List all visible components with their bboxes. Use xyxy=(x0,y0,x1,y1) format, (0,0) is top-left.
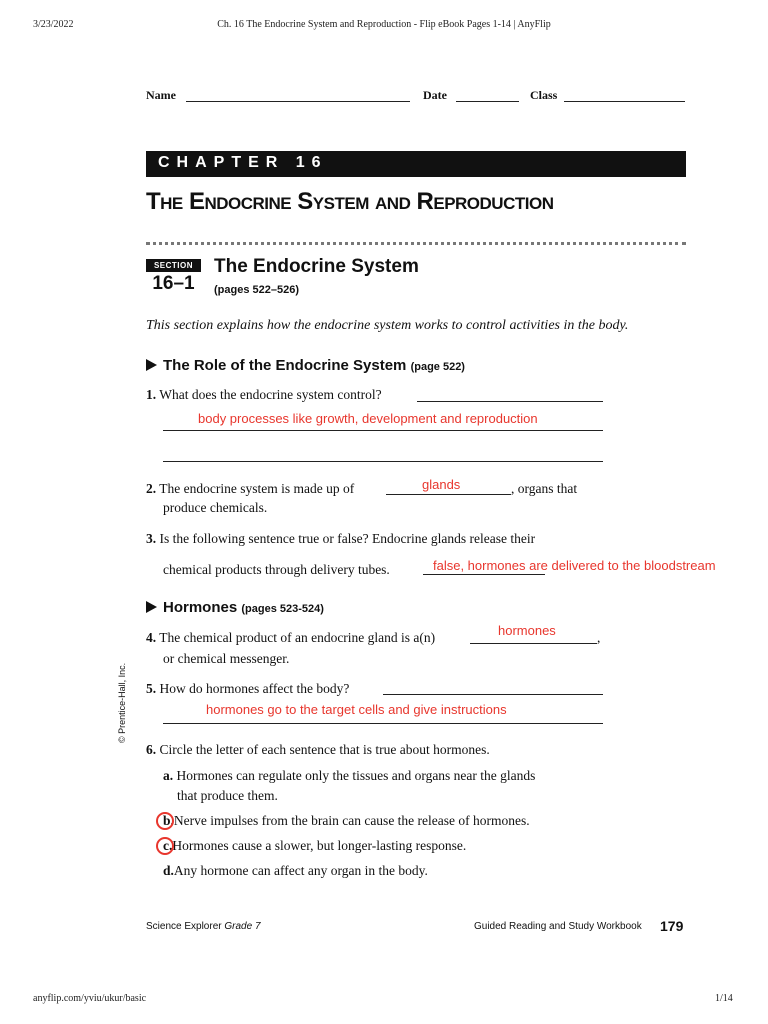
question-6: 6. Circle the letter of each sentence that is true about hormones. xyxy=(146,742,490,757)
q6-option-c[interactable]: c.Hormones cause a slower, but longer-lasting response. xyxy=(163,838,467,853)
q6-option-a: a. Hormones can regulate only the tissues and organs near the glands xyxy=(163,768,536,783)
section-intro: This section explains how the endocrine system works to control activities in the body. xyxy=(146,318,629,333)
print-date: 3/23/2022 xyxy=(33,19,74,30)
triangle-bullet-icon xyxy=(146,601,157,613)
dotted-divider xyxy=(146,242,686,245)
q6-option-a-cont: that produce them. xyxy=(177,788,278,803)
q5-answer: hormones go to the target cells and give instructions xyxy=(206,702,507,717)
q3-answer: false, hormones are delivered to the bloodstream xyxy=(433,558,716,573)
date-label: Date xyxy=(423,88,447,102)
q1-line-1[interactable] xyxy=(417,401,603,402)
answer-circle-b xyxy=(156,812,174,830)
section-badge xyxy=(146,259,201,301)
question-4: 4. The chemical product of an endocrine gland is a(n) xyxy=(146,630,436,645)
date-field[interactable] xyxy=(456,101,519,102)
q4-line[interactable] xyxy=(470,643,597,644)
q6-option-b[interactable]: b.Nerve impulses from the brain can cause the release of hormones. xyxy=(163,813,530,828)
chapter-banner xyxy=(146,151,686,177)
q3-line[interactable] xyxy=(423,574,545,575)
question-4-cont: or chemical messenger. xyxy=(163,651,290,666)
print-url: anyflip.com/yviu/ukur/basic xyxy=(33,993,147,1004)
name-label: Name xyxy=(146,88,176,102)
footer-right: Guided Reading and Study Workbook xyxy=(474,921,642,932)
print-title: Ch. 16 The Endocrine System and Reproduction - Flip eBook Pages 1-14 | AnyFlip xyxy=(217,19,551,30)
q2-line[interactable] xyxy=(386,494,511,495)
question-3-cont: chemical products through delivery tubes. xyxy=(163,562,390,577)
question-3: 3. Is the following sentence true or false? Endocrine glands release their xyxy=(146,531,536,546)
heading-role: The Role of the Endocrine System (page 522) xyxy=(146,357,465,374)
q2-answer: glands xyxy=(422,477,461,492)
print-page: 1/14 xyxy=(715,993,733,1004)
q1-line-2[interactable] xyxy=(163,430,603,431)
question-2-cont: , organs that xyxy=(511,481,578,496)
footer-page-number: 179 xyxy=(660,918,684,934)
question-5: 5. How do hormones affect the body? xyxy=(146,681,350,696)
q6-option-d: d.Any hormone can affect any organ in the body. xyxy=(163,863,428,878)
q5-line-1[interactable] xyxy=(383,694,603,695)
question-2: 2. The endocrine system is made up of xyxy=(146,481,355,496)
section-badge-label: SECTION xyxy=(146,259,201,272)
q4-answer: hormones xyxy=(498,623,556,638)
answer-circle-c xyxy=(156,837,174,855)
triangle-bullet-icon xyxy=(146,359,157,371)
section-pages: (pages 522–526) xyxy=(214,284,299,296)
q5-line-2[interactable] xyxy=(163,723,603,724)
name-field[interactable] xyxy=(186,101,410,102)
question-2-cont2: produce chemicals. xyxy=(163,500,268,515)
chapter-title: The Endocrine System and Reproduction xyxy=(146,188,554,215)
heading-hormones-pages: (pages 523-524) xyxy=(241,603,324,615)
section-badge-number: 16–1 xyxy=(152,273,195,294)
footer-left: Science Explorer Grade 7 xyxy=(146,921,261,932)
heading-role-pages: (page 522) xyxy=(410,361,465,373)
question-1: 1. What does the endocrine system control? xyxy=(146,387,382,402)
question-4-comma: , xyxy=(597,630,601,645)
section-title: The Endocrine System xyxy=(214,256,419,277)
chapter-banner-text: CHAPTER 16 xyxy=(158,154,328,171)
heading-hormones: Hormones (pages 523-524) xyxy=(146,599,324,616)
q1-answer: body processes like growth, development and reproduction xyxy=(198,411,538,426)
class-label: Class xyxy=(530,88,558,102)
class-field[interactable] xyxy=(564,101,685,102)
q1-line-3[interactable] xyxy=(163,461,603,462)
